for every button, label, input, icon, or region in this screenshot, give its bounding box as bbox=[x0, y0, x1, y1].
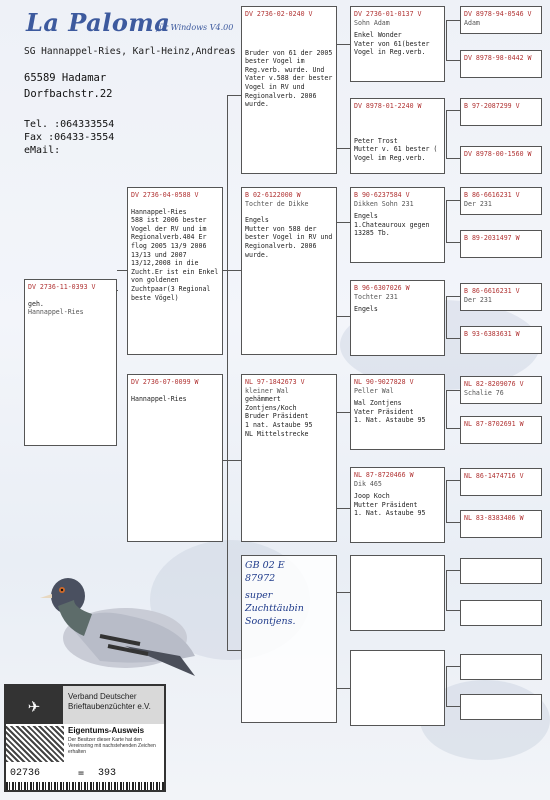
bird-description: Joop Koch Mutter Präsident 1. Nat. Astaube 95 bbox=[354, 492, 426, 518]
ring-number: B 02-6122000 W bbox=[245, 191, 301, 199]
pedigree-father[interactable] bbox=[127, 187, 223, 355]
pedigree-ff[interactable] bbox=[241, 6, 337, 174]
card-organization bbox=[68, 692, 151, 712]
breeder-fax: Fax :06433-3554 bbox=[24, 132, 115, 143]
connector-line bbox=[446, 338, 460, 339]
ring-number: DV 8978-98-0442 W bbox=[464, 54, 532, 62]
connector-line bbox=[336, 508, 350, 509]
connector-line bbox=[227, 95, 228, 650]
pedigree-gen5-4[interactable] bbox=[460, 146, 542, 174]
handwritten-note: super bbox=[245, 590, 273, 601]
connector-line bbox=[446, 480, 460, 481]
connector-line bbox=[446, 60, 460, 61]
pedigree-gen5-9[interactable] bbox=[460, 376, 542, 404]
connector-line bbox=[227, 95, 241, 96]
ring-number: NL 83-8383406 W bbox=[464, 514, 524, 522]
connector-line bbox=[446, 20, 447, 60]
connector-line bbox=[227, 460, 241, 461]
connector-line bbox=[446, 296, 447, 338]
bird-description: Enkel Wonder Vater von 61(bester Vogel in Reg.verb. bbox=[354, 31, 430, 57]
pedigree-gen5-7[interactable] bbox=[460, 283, 542, 311]
bird-description: Hannappel-Ries 588 ist 2006 bester Vogel der RV und im Regionalverb.404 Er flog 2005 13/9 2006 13/13 und 2007 13/12,2008 in die Zucht.Er ist ein Enkel von goldenen Zuchtpaar(3 Regional beste Vögel) bbox=[131, 207, 219, 302]
connector-line bbox=[227, 270, 241, 271]
bird-description: Hannappel-Ries bbox=[131, 394, 187, 403]
pedigree-mother[interactable] bbox=[127, 374, 223, 542]
pigeon-illustration bbox=[30, 566, 200, 686]
breeder-zip-city: 65589 Hadamar bbox=[24, 72, 107, 84]
connector-line bbox=[446, 20, 460, 21]
bird-name: Der 231 bbox=[464, 199, 492, 208]
pedigree-fmm[interactable] bbox=[350, 280, 445, 356]
pedigree-mm[interactable] bbox=[241, 555, 337, 723]
connector-line bbox=[336, 148, 350, 149]
ring-number: DV 8978-94-0546 V bbox=[464, 10, 532, 18]
connector-line bbox=[446, 242, 460, 243]
pedigree-gen5-3[interactable] bbox=[460, 98, 542, 126]
pedigree-gen5-11[interactable] bbox=[460, 468, 542, 496]
connector-line bbox=[227, 650, 241, 651]
card-member-number: 393 bbox=[98, 768, 117, 779]
pedigree-gen5-2[interactable] bbox=[460, 50, 542, 78]
pedigree-main-bird[interactable] bbox=[24, 279, 117, 446]
ring-number: B 86-6616231 V bbox=[464, 191, 520, 199]
bird-description: Peter Trost Mutter v. 61 bester ( Vogel im Reg.verb. bbox=[354, 136, 438, 162]
bird-name: Der 231 bbox=[464, 295, 492, 304]
card-note: Der Besitzer dieser Karte hat den Vereinsring mit nachstehenden Zeichen erhalten bbox=[68, 737, 156, 755]
connector-line bbox=[336, 412, 350, 413]
card-separator: = bbox=[78, 768, 85, 779]
app-version: für Windows V4.00 bbox=[156, 23, 234, 32]
breeder-email: eMail: bbox=[24, 145, 61, 156]
bird-name: Peller Wal bbox=[354, 386, 394, 395]
bird-name: Tochter 231 bbox=[354, 292, 398, 301]
pedigree-gen5-16[interactable] bbox=[460, 694, 542, 720]
breeder-street: Dorfbachstr.22 bbox=[24, 88, 113, 100]
connector-line bbox=[446, 110, 447, 158]
handwritten-note: GB 02 E bbox=[245, 560, 285, 571]
connector-line bbox=[336, 44, 350, 45]
pedigree-gen5-12[interactable] bbox=[460, 510, 542, 538]
pedigree-ffm[interactable] bbox=[350, 98, 445, 174]
pedigree-mmf[interactable] bbox=[350, 555, 445, 631]
card-org-line2: Brieftaubenzüchter e.V. bbox=[68, 702, 151, 711]
bird-name: Adam bbox=[464, 18, 480, 27]
bird-description: Engels Mutter von 588 der bester Vogel in RV und Regionalverb. 2006 wurde. bbox=[245, 216, 333, 259]
connector-line bbox=[446, 706, 460, 707]
connector-line bbox=[446, 522, 460, 523]
pedigree-mmm[interactable] bbox=[350, 650, 445, 726]
pedigree-fff[interactable] bbox=[350, 6, 445, 82]
connector-line bbox=[336, 592, 350, 593]
ring-number: NL 90-9027828 V bbox=[354, 378, 414, 386]
ring-number: NL 82-8209076 V bbox=[464, 380, 524, 388]
connector-line bbox=[446, 570, 447, 610]
handwritten-note: 87972 bbox=[245, 573, 276, 584]
connector-line bbox=[117, 290, 118, 291]
connector-line bbox=[117, 270, 127, 271]
pedigree-fm[interactable] bbox=[241, 187, 337, 355]
bird-owner: Hannappel-Ries bbox=[28, 308, 84, 317]
pedigree-gen5-15[interactable] bbox=[460, 654, 542, 680]
bird-note: geh. bbox=[28, 299, 44, 308]
pedigree-mff[interactable] bbox=[350, 374, 445, 450]
ring-number: NL 87-8720466 W bbox=[354, 471, 414, 479]
ring-number: B 86-6616231 V bbox=[464, 287, 520, 295]
connector-line bbox=[446, 200, 447, 242]
connector-line bbox=[336, 222, 350, 223]
ring-number: B 90-6237584 V bbox=[354, 191, 410, 199]
bird-name: kleiner Wal bbox=[245, 386, 289, 395]
ring-number: DV 2736-11-0393 V bbox=[28, 283, 96, 291]
pedigree-mfm[interactable] bbox=[350, 467, 445, 543]
ring-number: B 93-6383631 W bbox=[464, 330, 520, 338]
bird-description: Bruder von 61 der 2005 bester Vogel im Reg.verb. wurde. Und Vater v.588 der bester Vogel in RV und Regionalverb. 2006 wurde. bbox=[245, 48, 333, 109]
ring-number: NL 86-1474716 V bbox=[464, 472, 524, 480]
ring-number: DV 2736-01-0137 V bbox=[354, 10, 422, 18]
ring-number: B 89-2031497 W bbox=[464, 234, 520, 242]
connector-line bbox=[446, 570, 460, 571]
bird-name: Sohn Adam bbox=[354, 18, 390, 27]
bird-name: Schalie 76 bbox=[464, 388, 504, 397]
breeder-name: SG Hannappel-Ries, Karl-Heinz,Andreas bbox=[24, 46, 236, 57]
connector-line bbox=[446, 200, 460, 201]
bird-description: Engels 1.Chateauroux gegen 13285 Tb. bbox=[354, 212, 430, 238]
pedigree-gen5-5[interactable] bbox=[460, 187, 542, 215]
ring-number: DV 2736-02-0240 V bbox=[245, 10, 313, 18]
connector-line bbox=[446, 110, 460, 111]
connector-line bbox=[446, 428, 460, 429]
pedigree-fmf[interactable] bbox=[350, 187, 445, 263]
bird-description: gehämmert Zontjens/Koch Bruder Präsident 1 nat. Astaube 95 NL Mittelstrecke bbox=[245, 395, 313, 438]
bird-name: Dik 465 bbox=[354, 479, 382, 488]
card-stripe-pattern bbox=[6, 726, 64, 762]
ring-number: DV 8978-00-1560 W bbox=[464, 150, 532, 158]
app-logo: La Paloma bbox=[26, 8, 171, 37]
handwritten-note: Soontjens. bbox=[245, 616, 296, 627]
card-barcode bbox=[6, 782, 164, 790]
pedigree-gen5-8[interactable] bbox=[460, 326, 542, 354]
pedigree-mf[interactable] bbox=[241, 374, 337, 542]
bird-description: Engels bbox=[354, 305, 378, 314]
ring-number: B 97-2087299 V bbox=[464, 102, 520, 110]
card-title: Eigentums-Ausweis bbox=[68, 726, 145, 735]
bird-name: Tochter de Dikke bbox=[245, 199, 309, 208]
connector-line bbox=[446, 158, 460, 159]
bird-name: Dikken Sohn 231 bbox=[354, 199, 414, 208]
ring-number: DV 2736-04-0588 V bbox=[131, 191, 199, 199]
pedigree-gen5-1[interactable] bbox=[460, 6, 542, 34]
breeder-phone: Tel. :064333554 bbox=[24, 119, 115, 130]
pedigree-gen5-6[interactable] bbox=[460, 230, 542, 258]
connector-line bbox=[446, 666, 447, 706]
connector-line bbox=[446, 390, 447, 428]
connector-line bbox=[446, 390, 460, 391]
handwritten-note: Zuchttäubin bbox=[245, 603, 304, 614]
ring-number: NL 97-1842673 V bbox=[245, 378, 305, 386]
pedigree-gen5-14[interactable] bbox=[460, 600, 542, 626]
connector-line bbox=[336, 688, 350, 689]
bird-description: Wal Zontjens Vater Präsident 1. Nat. Astaube 95 bbox=[354, 399, 426, 425]
connector-line bbox=[336, 316, 350, 317]
pedigree-gen5-13[interactable] bbox=[460, 558, 542, 584]
ring-number: DV 2736-07-0099 W bbox=[131, 378, 199, 386]
ring-number: NL 87-8702691 W bbox=[464, 420, 524, 428]
card-org-line1: Verband Deutscher bbox=[68, 692, 137, 701]
ownership-card bbox=[4, 684, 166, 792]
ring-number: DV 8978-01-2240 W bbox=[354, 102, 422, 110]
card-club-number: 02736 bbox=[10, 768, 41, 779]
ring-number: B 96-6307026 W bbox=[354, 284, 410, 292]
pedigree-gen5-10[interactable] bbox=[460, 416, 542, 444]
connector-line bbox=[446, 666, 460, 667]
connector-line bbox=[446, 296, 460, 297]
association-emblem-icon: ✈ bbox=[27, 693, 41, 717]
connector-line bbox=[446, 610, 460, 611]
connector-line bbox=[446, 480, 447, 522]
